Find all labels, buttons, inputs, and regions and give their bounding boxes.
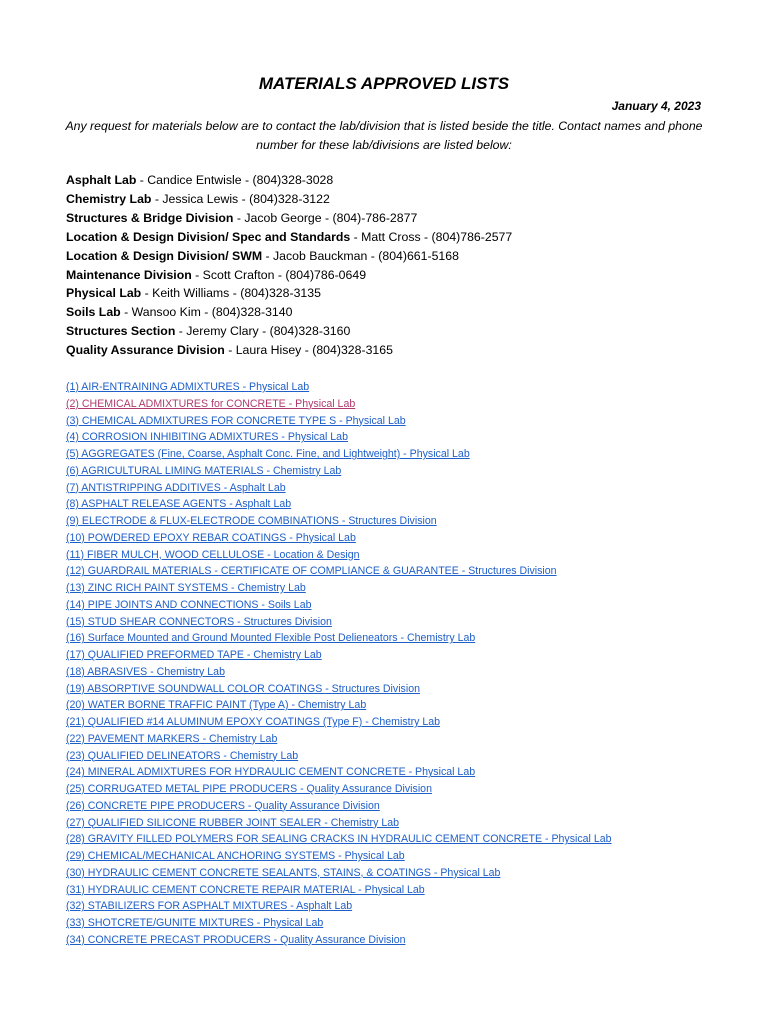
contact-lab-name: Maintenance Division <box>66 267 192 282</box>
materials-link-12[interactable]: (12) GUARDRAIL MATERIALS - CERTIFICATE OF COMPLIANCE & GUARANTEE - Structures Division <box>66 565 557 578</box>
materials-link-24[interactable]: (24) MINERAL ADMIXTURES FOR HYDRAULIC CEMENT CONCRETE - Physical Lab <box>66 766 476 779</box>
materials-link-34[interactable]: (34) CONCRETE PRECAST PRODUCERS - Quality Assurance Division <box>66 933 406 946</box>
materials-link-17[interactable]: (17) QUALIFIED PREFORMED TAPE - Chemistry Lab <box>66 649 322 661</box>
contact-detail: - Keith Williams - (804)328-3135 <box>141 286 321 301</box>
materials-link-28[interactable]: (28) GRAVITY FILLED POLYMERS FOR SEALING CRACKS IN HYDRAULIC CEMENT CONCRETE - Physical Lab <box>66 833 612 846</box>
materials-link-5[interactable]: (5) AGGREGATES (Fine, Coarse, Asphalt Conc. Fine, and Lightweight) - Physical Lab <box>66 448 470 460</box>
materials-link-9[interactable]: (9) ELECTRODE & FLUX-ELECTRODE COMBINATIONS - Structures Division <box>66 515 437 527</box>
contact-soils-lab <box>66 303 726 322</box>
materials-link-16[interactable]: (16) Surface Mounted and Ground Mounted Flexible Post Delieneators - Chemistry Lab <box>66 632 476 645</box>
materials-link-3[interactable]: (3) CHEMICAL ADMIXTURES FOR CONCRETE TYPE S - Physical Lab <box>66 414 406 427</box>
contact-lab-name: Quality Assurance Division <box>66 343 225 358</box>
contact-detail: - Jessica Lewis - (804)328-3122 <box>151 191 330 206</box>
materials-link-11[interactable]: (11) FIBER MULCH, WOOD CELLULOSE - Location & Design <box>66 548 360 561</box>
materials-link-14[interactable]: (14) PIPE JOINTS AND CONNECTIONS - Soils Lab <box>66 598 312 611</box>
materials-link-33[interactable]: (33) SHOTCRETE/GUNITE MIXTURES - Physical Lab <box>66 917 324 929</box>
materials-link-21[interactable]: (21) QUALIFIED #14 ALUMINUM EPOXY COATINGS (Type F) - Chemistry Lab <box>66 716 441 728</box>
contact-detail: - Candice Entwisle - (804)328-3028 <box>136 173 334 187</box>
materials-link-1[interactable]: (1) AIR-ENTRAINING ADMIXTURES - Physical Lab <box>66 381 310 393</box>
contact-detail: - Jacob George - (804)-786-2877 <box>233 210 418 225</box>
contact-lab-name: Structures & Bridge Division <box>66 210 234 225</box>
contact-lab-name: Chemistry Lab <box>66 191 152 206</box>
contact-asphalt-lab <box>66 171 726 190</box>
contact-detail: - Jacob Bauckman - (804)661-5168 <box>262 248 459 263</box>
contact-maintenance-division <box>66 266 726 285</box>
materials-link-19[interactable]: (19) ABSORPTIVE SOUNDWALL COLOR COATINGS - Structures Division <box>66 682 420 695</box>
materials-link-22[interactable]: (22) PAVEMENT MARKERS - Chemistry Lab <box>66 732 278 745</box>
contact-detail: - Laura Hisey - (804)328-3165 <box>224 343 393 358</box>
materials-link-8[interactable]: (8) ASPHALT RELEASE AGENTS - Asphalt Lab <box>66 498 292 511</box>
materials-link-32[interactable]: (32) STABILIZERS FOR ASPHALT MIXTURES - Asphalt Lab <box>66 900 353 913</box>
contact-structures-section <box>66 322 726 341</box>
contact-detail: - Scott Crafton - (804)786-0649 <box>191 267 367 282</box>
contact-lab-name: Structures Section <box>66 324 176 339</box>
intro-paragraph: Any request for materials below are to contact the lab/division that is listed beside the title. Contact names and phone number for these lab/divisions are listed below: <box>65 119 703 152</box>
materials-link-29[interactable]: (29) CHEMICAL/MECHANICAL ANCHORING SYSTEMS - Physical Lab <box>66 850 405 862</box>
materials-link-13[interactable]: (13) ZINC RICH PAINT SYSTEMS - Chemistry Lab <box>66 582 306 594</box>
contact-structures-bridge-division <box>66 209 726 228</box>
materials-link-26[interactable]: (26) CONCRETE PIPE PRODUCERS - Quality Assurance Division <box>66 799 380 812</box>
materials-link-15[interactable]: (15) STUD SHEAR CONNECTORS - Structures Division <box>66 615 332 628</box>
materials-link-4[interactable]: (4) CORROSION INHIBITING ADMIXTURES - Physical Lab <box>66 431 348 444</box>
materials-link-30[interactable]: (30) HYDRAULIC CEMENT CONCRETE SEALANTS, STAINS, & COATINGS - Physical Lab <box>66 866 501 879</box>
materials-link-25[interactable]: (25) CORRUGATED METAL PIPE PRODUCERS - Quality Assurance Division <box>66 783 432 795</box>
contact-physical-lab <box>66 284 726 303</box>
contact-list <box>66 171 726 360</box>
materials-link-7[interactable]: (7) ANTISTRIPPING ADDITIVES - Asphalt Lab <box>66 481 286 494</box>
contact-lab-name: Asphalt Lab <box>66 173 137 187</box>
materials-link-23[interactable]: (23) QUALIFIED DELINEATORS - Chemistry Lab <box>66 749 299 762</box>
materials-link-18[interactable]: (18) ABRASIVES - Chemistry Lab <box>66 665 225 678</box>
contact-detail: - Matt Cross - (804)786-2577 <box>350 229 513 244</box>
materials-link-20[interactable]: (20) WATER BORNE TRAFFIC PAINT (Type A) - Chemistry Lab <box>66 699 367 712</box>
contact-lab-name: Soils Lab <box>66 305 121 320</box>
materials-link-list <box>66 379 746 949</box>
contact-location-design-swm <box>66 247 726 266</box>
document-title: MATERIALS APPROVED LISTS <box>258 74 510 93</box>
materials-link-27[interactable]: (27) QUALIFIED SILICONE RUBBER JOINT SEALER - Chemistry Lab <box>66 816 400 829</box>
contact-location-design-spec <box>66 228 726 247</box>
contact-quality-assurance-division <box>66 341 726 360</box>
contact-chemistry-lab <box>66 190 726 209</box>
contact-lab-name: Physical Lab <box>66 286 142 301</box>
materials-link-2[interactable]: (2) CHEMICAL ADMIXTURES for CONCRETE - Physical Lab <box>66 397 356 410</box>
materials-link-31[interactable]: (31) HYDRAULIC CEMENT CONCRETE REPAIR MATERIAL - Physical Lab <box>66 883 425 896</box>
contact-detail: - Wansoo Kim - (804)328-3140 <box>120 305 293 320</box>
materials-link-10[interactable]: (10) POWDERED EPOXY REBAR COATINGS - Physical Lab <box>66 531 356 544</box>
contact-detail: - Jeremy Clary - (804)328-3160 <box>175 324 351 339</box>
materials-link-6[interactable]: (6) AGRICULTURAL LIMING MATERIALS - Chemistry Lab <box>66 464 342 477</box>
document-date: January 4, 2023 <box>611 99 701 113</box>
contact-lab-name: Location & Design Division/ SWM <box>66 248 263 263</box>
contact-lab-name: Location & Design Division/ Spec and Standards <box>66 229 351 244</box>
